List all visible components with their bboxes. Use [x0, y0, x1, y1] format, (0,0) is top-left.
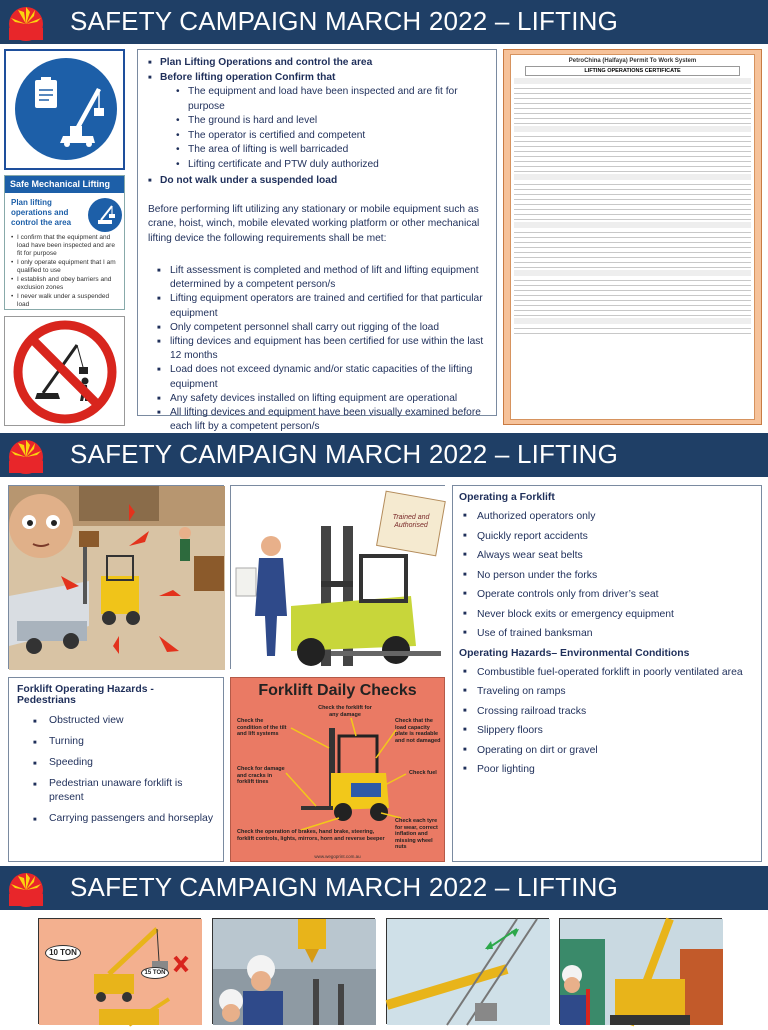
- trained-authorised-certificate: Trained and Authorised: [392, 514, 430, 529]
- requirement-item: ■ Any safety devices installed on lifting equipment are operational: [148, 392, 486, 406]
- petrochina-logo-icon: [6, 868, 46, 908]
- confirm-item: • Lifting certificate and PTW duly authorized: [148, 158, 486, 173]
- form-rows: [511, 78, 754, 334]
- requirement-item: ■ Lifting equipment operators are trained and certified for that particular equipment: [148, 292, 486, 320]
- boom-clearance-illustration: [386, 918, 549, 1024]
- form-row: [514, 215, 751, 220]
- lifting-certificate-form: [503, 49, 762, 425]
- environmental-item: ■ Poor lighting: [459, 764, 755, 775]
- safe-lifting-card: [4, 175, 125, 310]
- pedestrian-hazard-item: ■ Speeding: [17, 756, 215, 770]
- banner-title: SAFETY CAMPAIGN MARCH 2022 – LIFTING: [70, 872, 619, 902]
- card-item: • I confirm that the equipment and load have been inspected and are fit for purpose: [11, 234, 121, 258]
- petrochina-logo-icon: [6, 2, 46, 42]
- form-row: [514, 263, 751, 268]
- warehouse-forklift-illustration: [8, 485, 224, 669]
- card-item: • I only operate equipment that I am qualified to use: [11, 259, 121, 275]
- daily-checks-title: Forklift Daily Checks: [258, 682, 417, 699]
- load-label-10ton: 10 TON: [45, 945, 81, 961]
- environmental-item: ■ Operating on dirt or gravel: [459, 745, 755, 756]
- requirement-item: ■ Only competent personnel shall carry out rigging of the load: [148, 321, 486, 335]
- banner-title: SAFETY CAMPAIGN MARCH 2022 – LIFTING: [70, 6, 619, 36]
- rule-plan-lifting: ■ Plan Lifting Operations and control the area: [148, 56, 486, 71]
- environmental-item: ■ Slippery floors: [459, 725, 755, 736]
- operating-title: Operating a Forklift: [459, 492, 555, 503]
- check-load-plate-label: Check that the load capacity plate is readable and not damaged: [395, 718, 441, 744]
- no-walking-under-load-sign: [4, 316, 125, 426]
- lifting-rules-panel: [137, 49, 497, 433]
- card-item: • I establish and obey barriers and exclusion zones: [11, 276, 121, 292]
- forklift-operating-panel: [452, 485, 762, 862]
- confirm-item: • The area of lifting is well barricaded: [148, 143, 486, 158]
- certified-forklift-illustration: [230, 485, 445, 669]
- requirement-item: ■ All lifting devices and equipment have been visually examined before each lift by a competent person/s: [148, 406, 486, 434]
- requirement-item: ■ lifting devices and equipment has been certified for use within the last 12 months: [148, 335, 486, 363]
- pedestrian-hazard-item: ■ Turning: [17, 735, 215, 749]
- campaign-banner: [0, 866, 768, 910]
- environmental-item: ■ Traveling on ramps: [459, 686, 755, 697]
- confirm-item: • The ground is hard and level: [148, 114, 486, 129]
- card-subtitle: Plan lifting operations and control the area: [11, 198, 72, 227]
- rule-before-lifting: ■ Before lifting operation Confirm that: [148, 71, 486, 86]
- operating-item: ■ Use of trained banksman: [459, 628, 755, 639]
- daily-checks-url: www.wegoprint.com.au: [314, 854, 361, 859]
- environmental-item: ■ Combustible fuel-operated forklift in poorly ventilated area: [459, 667, 755, 678]
- rule-suspended-load: ■ Do not walk under a suspended load: [148, 174, 486, 189]
- crane-mini-icon: [88, 198, 122, 232]
- requirement-item: ■ Lift assessment is completed and method of lift and lifting equipment determined by a competent person/s: [148, 264, 486, 292]
- pedestrian-hazard-item: ■ Pedestrian unaware forklift is present: [17, 777, 215, 805]
- pedestrian-hazards-title: Forklift Operating Hazards - Pedestrians: [17, 684, 154, 706]
- requirements-intro: Before performing lift utilizing any stationary or mobile equipment such as crane, hoist, winch, mobile elevated working platform or other mechanical lifting device the following requirements shall be met:: [148, 203, 480, 244]
- check-tines-label: Check for damage and cracks in forklift tines: [237, 766, 285, 785]
- operating-item: ■ Quickly report accidents: [459, 531, 755, 542]
- pedestrian-hazards-panel: [8, 677, 224, 862]
- card-items: [11, 234, 121, 310]
- environmental-item: ■ Crossing railroad tracks: [459, 706, 755, 717]
- form-sheet: [510, 54, 755, 420]
- card-item: • I never walk under a suspended load: [11, 293, 121, 309]
- check-tilt-lift-label: Check the condition of the tilt and lift systems: [237, 718, 287, 737]
- crane-clipboard-icon: [15, 58, 117, 160]
- requirements-list: [148, 264, 486, 434]
- forklift-daily-checks-poster: [230, 677, 445, 862]
- operating-item: ■ Operate controls only from driver’s seat: [459, 589, 755, 600]
- load-label-15ton: 15 TON: [141, 967, 169, 979]
- card-header: Safe Mechanical Lifting: [5, 176, 124, 193]
- form-row: [514, 311, 751, 316]
- campaign-banner: [0, 433, 768, 477]
- form-row: [514, 329, 751, 334]
- check-tyres-label: Check each tyre for wear, correct inflation and missing wheel nuts: [395, 818, 438, 850]
- form-org: PetroChina (Halfaya) Permit To Work System: [568, 58, 697, 64]
- pedestrian-hazard-item: ■ Obstructed view: [17, 714, 215, 728]
- banner-title: SAFETY CAMPAIGN MARCH 2022 – LIFTING: [70, 439, 619, 469]
- confirm-list: [148, 85, 486, 172]
- operating-list: [459, 511, 755, 639]
- confirm-item: • The equipment and load have been inspected and are fit for purpose: [148, 85, 486, 114]
- campaign-banner: [0, 0, 768, 44]
- pedestrian-hazard-item: ■ Carrying passengers and horseplay: [17, 812, 215, 826]
- confirm-item: • The operator is certified and competent: [148, 129, 486, 144]
- operating-item: ■ Authorized operators only: [459, 511, 755, 522]
- form-title: LIFTING OPERATIONS CERTIFICATE: [525, 66, 740, 76]
- pedestrian-hazards-list: [17, 714, 215, 826]
- environmental-list: [459, 667, 755, 776]
- check-fuel-label: Check fuel: [409, 770, 437, 776]
- check-damage-label: Check the forklift for any damage: [318, 705, 372, 718]
- requirement-item: ■ Load does not exceed dynamic and/or static capacities of the lifting equipment: [148, 363, 486, 391]
- lifting-safety-sign: [4, 49, 125, 170]
- prohibition-icon: [5, 317, 126, 427]
- form-row: [514, 167, 751, 172]
- operating-item: ■ No person under the forks: [459, 570, 755, 581]
- workers-hook-illustration: [212, 918, 375, 1024]
- banksman-crane-illustration: [559, 918, 722, 1024]
- form-row: [514, 119, 751, 124]
- petrochina-logo-icon: [6, 435, 46, 475]
- crane-capacity-illustration: [38, 918, 201, 1024]
- operating-item: ■ Never block exits or emergency equipment: [459, 609, 755, 620]
- environmental-title: Operating Hazards– Environmental Conditions: [459, 647, 690, 659]
- check-controls-label: Check the operation of brakes, hand brake, steering, forklift controls, lights, mirrors, horn and reverse beeper: [237, 829, 385, 842]
- operating-item: ■ Always wear seat belts: [459, 550, 755, 561]
